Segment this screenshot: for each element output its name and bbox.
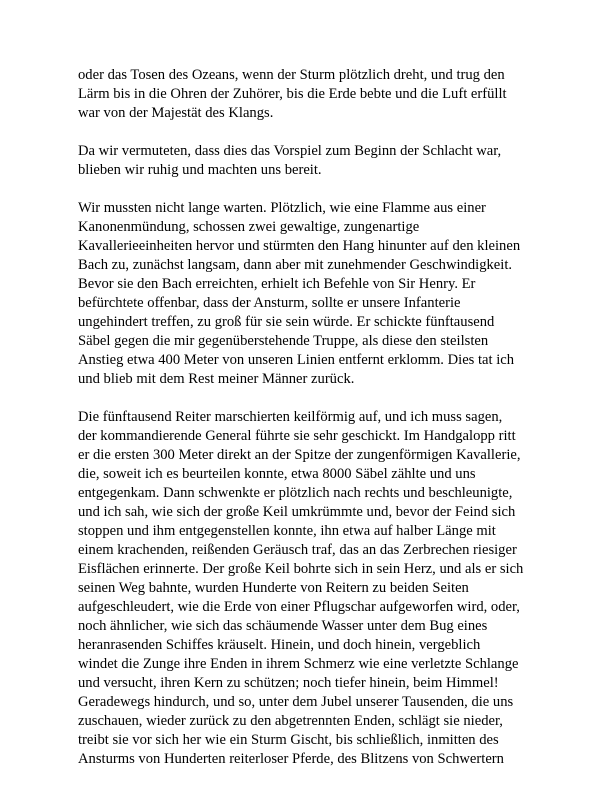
- text-line: heranrasenden Schiffes kräuselt. Hinein, und doch hinein, vergeblich: [78, 637, 481, 653]
- body-text: [78, 66, 534, 788]
- text-line: er die ersten 300 Meter direkt an der Spitze der zungenförmigen Kavallerie,: [78, 447, 521, 463]
- text-line: und ich sah, wie sich der große Keil umkrümmte und, bevor der Feind sich: [78, 504, 516, 520]
- text-line: stoppen und ihm entgegenstellen konnte, ihn etwa auf halber Länge mit: [78, 523, 496, 539]
- text-line: Säbel gegen die mir gegenüberstehende Truppe, als diese den steilsten: [78, 333, 489, 349]
- text-line: war von der Majestät des Klangs.: [78, 105, 274, 121]
- text-line: Bach zu, zunächst langsam, dann aber mit zunehmender Geschwindigkeit.: [78, 257, 513, 273]
- text-line: aufgeschleudert, wie die Erde von einer Pflugschar aufgeworfen wird, oder,: [78, 599, 520, 615]
- text-line: ungehindert treffen, zu groß für sie sein würde. Er schickte fünftausend: [78, 314, 495, 330]
- text-line: und versucht, ihren Kern zu schützen; noch tiefer hinein, beim Himmel!: [78, 675, 499, 691]
- text-line: die, soweit ich es beurteilen konnte, etwa 8000 Säbel zählte und uns: [78, 466, 476, 482]
- paragraph: [78, 142, 534, 180]
- text-line: und blieb mit dem Rest meiner Männer zurück.: [78, 371, 355, 387]
- text-line: oder das Tosen des Ozeans, wenn der Sturm plötzlich dreht, und trug den: [78, 67, 505, 83]
- text-line: Da wir vermuteten, dass dies das Vorspiel zum Beginn der Schlacht war,: [78, 143, 502, 159]
- text-line: Lärm bis in die Ohren der Zuhörer, bis die Erde bebte und die Luft erfüllt: [78, 86, 507, 102]
- text-line: seinen Weg bahnte, wurden Hunderte von Reitern zu beiden Seiten: [78, 580, 469, 596]
- text-line: zuschauen, wieder zurück zu den abgetrennten Enden, schlägt sie nieder,: [78, 713, 503, 729]
- text-line: Kanonenmündung, schossen zwei gewaltige, zungenartige: [78, 219, 420, 235]
- text-line: noch ähnlicher, wie sich das schäumende Wasser unter dem Bug eines: [78, 618, 488, 634]
- text-line: Die fünftausend Reiter marschierten keilförmig auf, und ich muss sagen,: [78, 409, 503, 425]
- text-line: Ansturms von Hunderten reiterloser Pferde, des Blitzens von Schwertern: [78, 751, 504, 767]
- text-line: Bevor sie den Bach erreichten, erhielt ich Befehle von Sir Henry. Er: [78, 276, 476, 292]
- text-line: der kommandierende General führte sie sehr geschickt. Im Handgalopp ritt: [78, 428, 516, 444]
- text-line: Eisflächen erinnerte. Der große Keil bohrte sich in sein Herz, und als er sich: [78, 561, 524, 577]
- text-line: Anstieg etwa 400 Meter von unseren Linien entfernt erklomm. Dies tat ich: [78, 352, 515, 368]
- text-line: windet die Zunge ihre Enden in ihrem Schmerz wie eine verletzte Schlange: [78, 656, 519, 672]
- paragraph: [78, 408, 534, 769]
- paragraph: [78, 66, 534, 123]
- text-line: Kavallerieeinheiten hervor und stürmten den Hang hinunter auf den kleinen: [78, 238, 521, 254]
- text-line: Geradewegs hindurch, und so, unter dem Jubel unserer Tausenden, die uns: [78, 694, 514, 710]
- text-line: blieben wir ruhig und machten uns bereit.: [78, 162, 322, 178]
- text-line: treibt sie vor sich her wie ein Sturm Gischt, bis schließlich, inmitten des: [78, 732, 499, 748]
- text-line: einem krachenden, reißenden Geräusch traf, das an das Zerbrechen riesiger: [78, 542, 517, 558]
- text-line: befürchtete offenbar, dass der Ansturm, sollte er unsere Infanterie: [78, 295, 461, 311]
- paragraph: [78, 199, 534, 389]
- text-line: entgegenkam. Dann schwenkte er plötzlich nach rechts und beschleunigte,: [78, 485, 513, 501]
- text-line: Wir mussten nicht lange warten. Plötzlich, wie eine Flamme aus einer: [78, 200, 486, 216]
